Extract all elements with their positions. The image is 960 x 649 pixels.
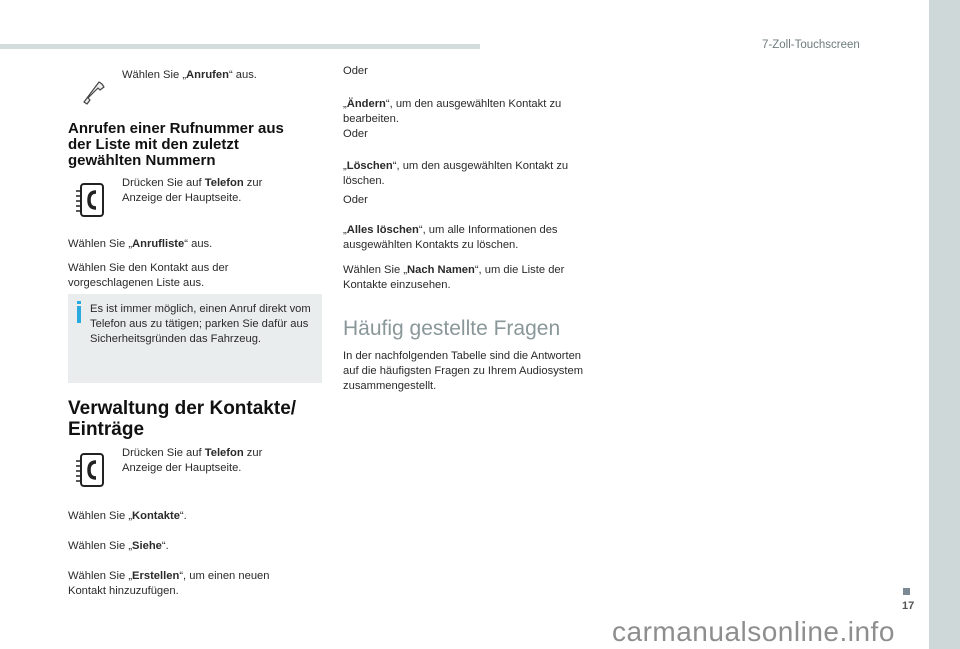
- handset-icon: [80, 80, 106, 106]
- watermark: carmanualsonline.info: [612, 616, 895, 647]
- step-press-telefon: Drücken Sie auf Telefon zur Anzeige der Hauptseite.: [122, 177, 263, 204]
- telephone-icon: [74, 452, 106, 488]
- step-press-telefon-2: Drücken Sie auf Telefon zur Anzeige der Hauptseite.: [122, 447, 263, 474]
- heading-manage-contacts: Verwaltung der Kontakte/ Einträge: [68, 398, 297, 440]
- option-aendern: „Ändern“, um den ausgewählten Kontakt zu bearbeiten.: [343, 98, 562, 125]
- or-3: Oder: [343, 194, 368, 206]
- page-marker: [903, 588, 910, 595]
- header-rule: [0, 44, 480, 49]
- side-tab: [929, 0, 960, 649]
- heading-recent-calls: Anrufen einer Rufnummer aus der Liste mit den zuletzt gewählten Nummern: [68, 120, 284, 169]
- info-box: [68, 294, 322, 383]
- page-number: 17: [902, 600, 915, 612]
- step-nach-namen: Wählen Sie „Nach Namen“, um die Liste der Kontakte einzusehen.: [343, 264, 565, 291]
- step-kontakte: Wählen Sie „Kontakte“.: [68, 510, 187, 522]
- info-icon: [77, 306, 81, 323]
- step-siehe: Wählen Sie „Siehe“.: [68, 540, 169, 552]
- heading-faq: Häufig gestellte Fragen: [343, 317, 561, 340]
- info-text: Es ist immer möglich, einen Anruf direkt vom Telefon aus zu tätigen; parken Sie dafür aus Sicherheitsgründen das Fahrzeug.: [90, 303, 311, 345]
- step-anrufliste: Wählen Sie „Anrufliste“ aus.: [68, 238, 213, 250]
- or-2: Oder: [343, 128, 368, 140]
- step-erstellen: Wählen Sie „Erstellen“, um einen neuen Kontakt hinzuzufügen.: [68, 570, 270, 597]
- telephone-icon: [74, 182, 106, 218]
- option-alles-loeschen: „Alles löschen“, um alle Informationen des ausgewählten Kontakts zu löschen.: [343, 224, 558, 251]
- or-1: Oder: [343, 65, 368, 77]
- faq-intro: In der nachfolgenden Tabelle sind die Antworten auf die häufigsten Fragen zu Ihrem Audiosystem zusammengestellt.: [343, 350, 584, 392]
- option-loeschen: „Löschen“, um den ausgewählten Kontakt zu löschen.: [343, 160, 569, 187]
- step-select-contact: Wählen Sie den Kontakt aus der vorgeschlagenen Liste aus.: [68, 262, 229, 289]
- step-anrufen: Wählen Sie „Anrufen“ aus.: [122, 69, 257, 81]
- section-title: 7-Zoll-Touchscreen: [762, 39, 860, 51]
